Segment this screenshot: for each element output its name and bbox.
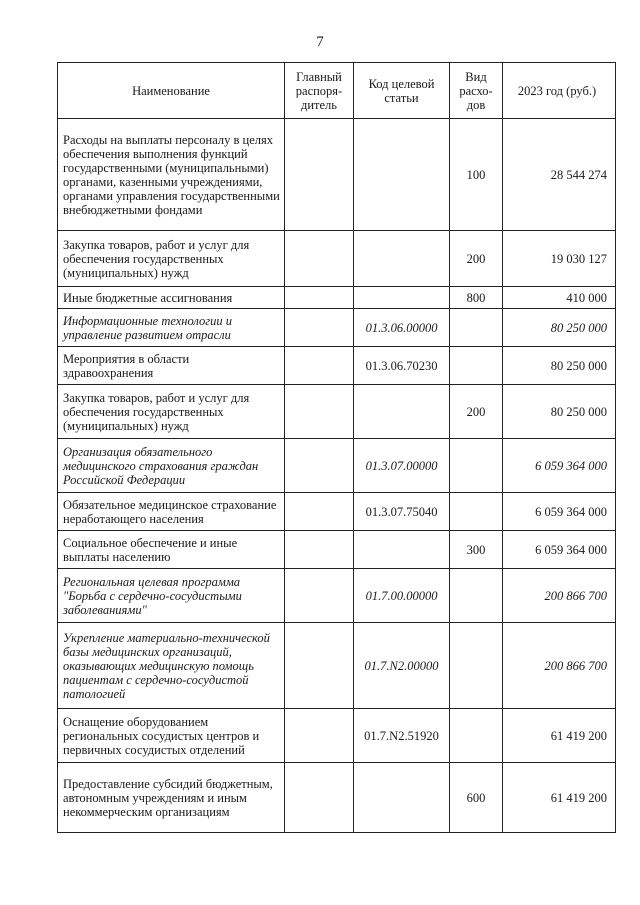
row-name: Предоставление субсидий бюджетным, автономным учреждениям и иным некоммерческим организациям bbox=[58, 763, 285, 833]
row-name: Региональная целевая программа "Борьба с сердечно-сосудистыми заболеваниями" bbox=[58, 569, 285, 623]
table-row bbox=[58, 493, 616, 531]
row-name: Укрепление материально-технической базы медицинских организаций, оказывающих медицинскую помощь пациентам с сердечно-сосудистой патологией bbox=[58, 623, 285, 709]
budget-table bbox=[57, 62, 616, 833]
table-row bbox=[58, 531, 616, 569]
row-code: 01.3.06.00000 bbox=[354, 309, 450, 347]
row-admin bbox=[285, 623, 354, 709]
row-amount: 410 000 bbox=[503, 287, 616, 309]
row-type: 100 bbox=[450, 119, 503, 231]
row-code bbox=[354, 287, 450, 309]
table-row bbox=[58, 309, 616, 347]
row-code bbox=[354, 531, 450, 569]
row-code: 01.3.07.00000 bbox=[354, 439, 450, 493]
header-amount: 2023 год (руб.) bbox=[503, 63, 616, 119]
table-body bbox=[58, 119, 616, 833]
row-name: Иные бюджетные ассигнования bbox=[58, 287, 285, 309]
row-admin bbox=[285, 709, 354, 763]
row-code: 01.3.07.75040 bbox=[354, 493, 450, 531]
row-name: Закупка товаров, работ и услуг для обеспечения государственных (муниципальных) нужд bbox=[58, 385, 285, 439]
row-amount: 61 419 200 bbox=[503, 763, 616, 833]
row-name: Оснащение оборудованием региональных сосудистых центров и первичных сосудистых отделений bbox=[58, 709, 285, 763]
header-name: Наименование bbox=[58, 63, 285, 119]
table-row bbox=[58, 569, 616, 623]
table-row bbox=[58, 385, 616, 439]
row-admin bbox=[285, 569, 354, 623]
row-admin bbox=[285, 309, 354, 347]
page-number: 7 bbox=[316, 34, 324, 50]
table-row bbox=[58, 287, 616, 309]
row-admin bbox=[285, 493, 354, 531]
row-type: 800 bbox=[450, 287, 503, 309]
row-amount: 61 419 200 bbox=[503, 709, 616, 763]
row-type bbox=[450, 569, 503, 623]
row-amount: 6 059 364 000 bbox=[503, 493, 616, 531]
row-name: Обязательное медицинское страхование неработающего населения bbox=[58, 493, 285, 531]
table-header-row bbox=[58, 63, 616, 119]
row-admin bbox=[285, 119, 354, 231]
row-admin bbox=[285, 287, 354, 309]
row-type bbox=[450, 493, 503, 531]
row-type: 200 bbox=[450, 385, 503, 439]
row-type bbox=[450, 347, 503, 385]
row-type bbox=[450, 309, 503, 347]
header-type: Вид расхо-дов bbox=[450, 63, 503, 119]
row-code: 01.3.06.70230 bbox=[354, 347, 450, 385]
row-name: Организация обязательного медицинского страхования граждан Российской Федерации bbox=[58, 439, 285, 493]
row-admin bbox=[285, 531, 354, 569]
row-type bbox=[450, 623, 503, 709]
header-code: Код целевой статьи bbox=[354, 63, 450, 119]
row-amount: 80 250 000 bbox=[503, 385, 616, 439]
row-type: 600 bbox=[450, 763, 503, 833]
table-row bbox=[58, 347, 616, 385]
row-code: 01.7.00.00000 bbox=[354, 569, 450, 623]
row-admin bbox=[285, 385, 354, 439]
row-admin bbox=[285, 439, 354, 493]
row-name: Расходы на выплаты персоналу в целях обеспечения выполнения функций государственными (муниципальными) органами, казенными учреждениями, органами управления государственными внебюджетными фондами bbox=[58, 119, 285, 231]
row-type bbox=[450, 439, 503, 493]
row-code: 01.7.N2.00000 bbox=[354, 623, 450, 709]
row-name: Закупка товаров, работ и услуг для обеспечения государственных (муниципальных) нужд bbox=[58, 231, 285, 287]
row-admin bbox=[285, 347, 354, 385]
table-row bbox=[58, 119, 616, 231]
row-type bbox=[450, 709, 503, 763]
row-amount: 80 250 000 bbox=[503, 347, 616, 385]
table-row bbox=[58, 763, 616, 833]
row-admin bbox=[285, 763, 354, 833]
row-amount: 19 030 127 bbox=[503, 231, 616, 287]
row-amount: 200 866 700 bbox=[503, 569, 616, 623]
table-row bbox=[58, 709, 616, 763]
row-code bbox=[354, 231, 450, 287]
header-admin: Главный распоря-дитель bbox=[285, 63, 354, 119]
table-row bbox=[58, 623, 616, 709]
row-amount: 6 059 364 000 bbox=[503, 531, 616, 569]
row-type: 300 bbox=[450, 531, 503, 569]
row-amount: 28 544 274 bbox=[503, 119, 616, 231]
table-row bbox=[58, 439, 616, 493]
row-code bbox=[354, 385, 450, 439]
row-type: 200 bbox=[450, 231, 503, 287]
row-name: Мероприятия в области здравоохранения bbox=[58, 347, 285, 385]
row-name: Социальное обеспечение и иные выплаты населению bbox=[58, 531, 285, 569]
table-row bbox=[58, 231, 616, 287]
row-admin bbox=[285, 231, 354, 287]
row-amount: 80 250 000 bbox=[503, 309, 616, 347]
row-amount: 6 059 364 000 bbox=[503, 439, 616, 493]
row-amount: 200 866 700 bbox=[503, 623, 616, 709]
row-code: 01.7.N2.51920 bbox=[354, 709, 450, 763]
row-code bbox=[354, 119, 450, 231]
row-code bbox=[354, 763, 450, 833]
row-name: Информационные технологии и управление развитием отрасли bbox=[58, 309, 285, 347]
